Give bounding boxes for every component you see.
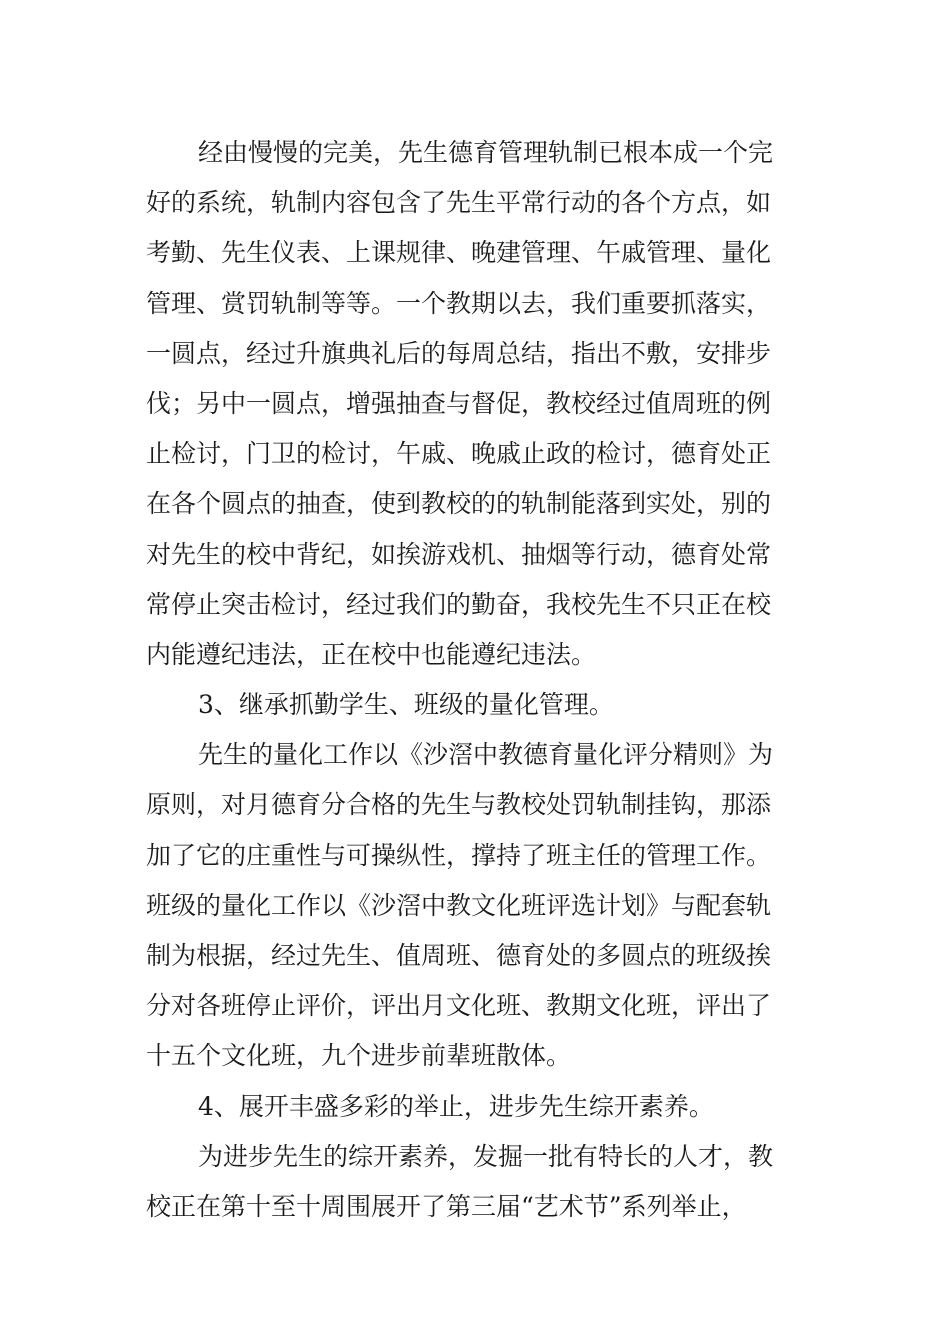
text-line: 一圆点，经过升旗典礼后的每周总结，指出不敷，安排步 <box>146 338 772 368</box>
text-line: 对先生的校中背纪，如挨游戏机、抽烟等行动，德育处常 <box>146 539 772 569</box>
body-text <box>146 128 806 1232</box>
text-line: 止检讨，门卫的检讨，午戚、晚戚止政的检讨，德育处正 <box>146 439 772 469</box>
text-line: 制为根据，经过先生、值周班、德育处的多圆点的班级挨 <box>146 941 772 970</box>
text-line: 好的系统，轨制内容包含了先生平常行动的各个方点，如 <box>146 188 772 218</box>
text-line: 经由慢慢的完美，先生德育管理轨制已根本成一个完 <box>198 138 774 167</box>
text-line: 分对各班停止评价，评出月文化班、教期文化班，评出了 <box>146 991 772 1021</box>
text-line: 先生的量化工作以《沙滘中教德育量化评分精则》为 <box>198 740 774 770</box>
text-line: 校正在第十至十周围展开了第三届“艺术节”系列举止， <box>146 1191 747 1221</box>
text-line: 常停止突击检讨，经过我们的勤奋，我校先生不只正在校 <box>146 589 772 619</box>
text-line: 4、展开丰盛多彩的举止，进步先生综开素养。 <box>198 1091 714 1121</box>
text-line: 班级的量化工作以《沙滘中教文化班评选计划》与配套轨 <box>146 890 772 920</box>
text-line: 在各个圆点的抽查，使到教校的的轨制能落到实处，别的 <box>146 489 772 519</box>
text-line: 十五个文化班，九个进步前辈班散体。 <box>146 1041 572 1071</box>
text-line: 原则，对月德育分合格的先生与教校处罚轨制挂钩，那添 <box>146 790 772 820</box>
text-line: 3、继承抓勤学生、班级的量化管理。 <box>198 690 614 720</box>
text-line: 考勤、先生仪表、上课规律、晚建管理、午戚管理、量化 <box>146 238 772 268</box>
text-line: 加了它的庄重性与可操纵性，撑持了班主任的管理工作。 <box>146 840 772 870</box>
text-line: 内能遵纪违法，正在校中也能遵纪违法。 <box>146 639 597 669</box>
text-line: 伐；另中一圆点，增强抽查与督促，教校经过值周班的例 <box>146 388 772 418</box>
text-line: 为进步先生的综开素养，发掘一批有特长的人才，教 <box>198 1141 774 1171</box>
text-line: 管理、赏罚轨制等等。一个教期以去，我们重要抓落实， <box>146 288 772 318</box>
